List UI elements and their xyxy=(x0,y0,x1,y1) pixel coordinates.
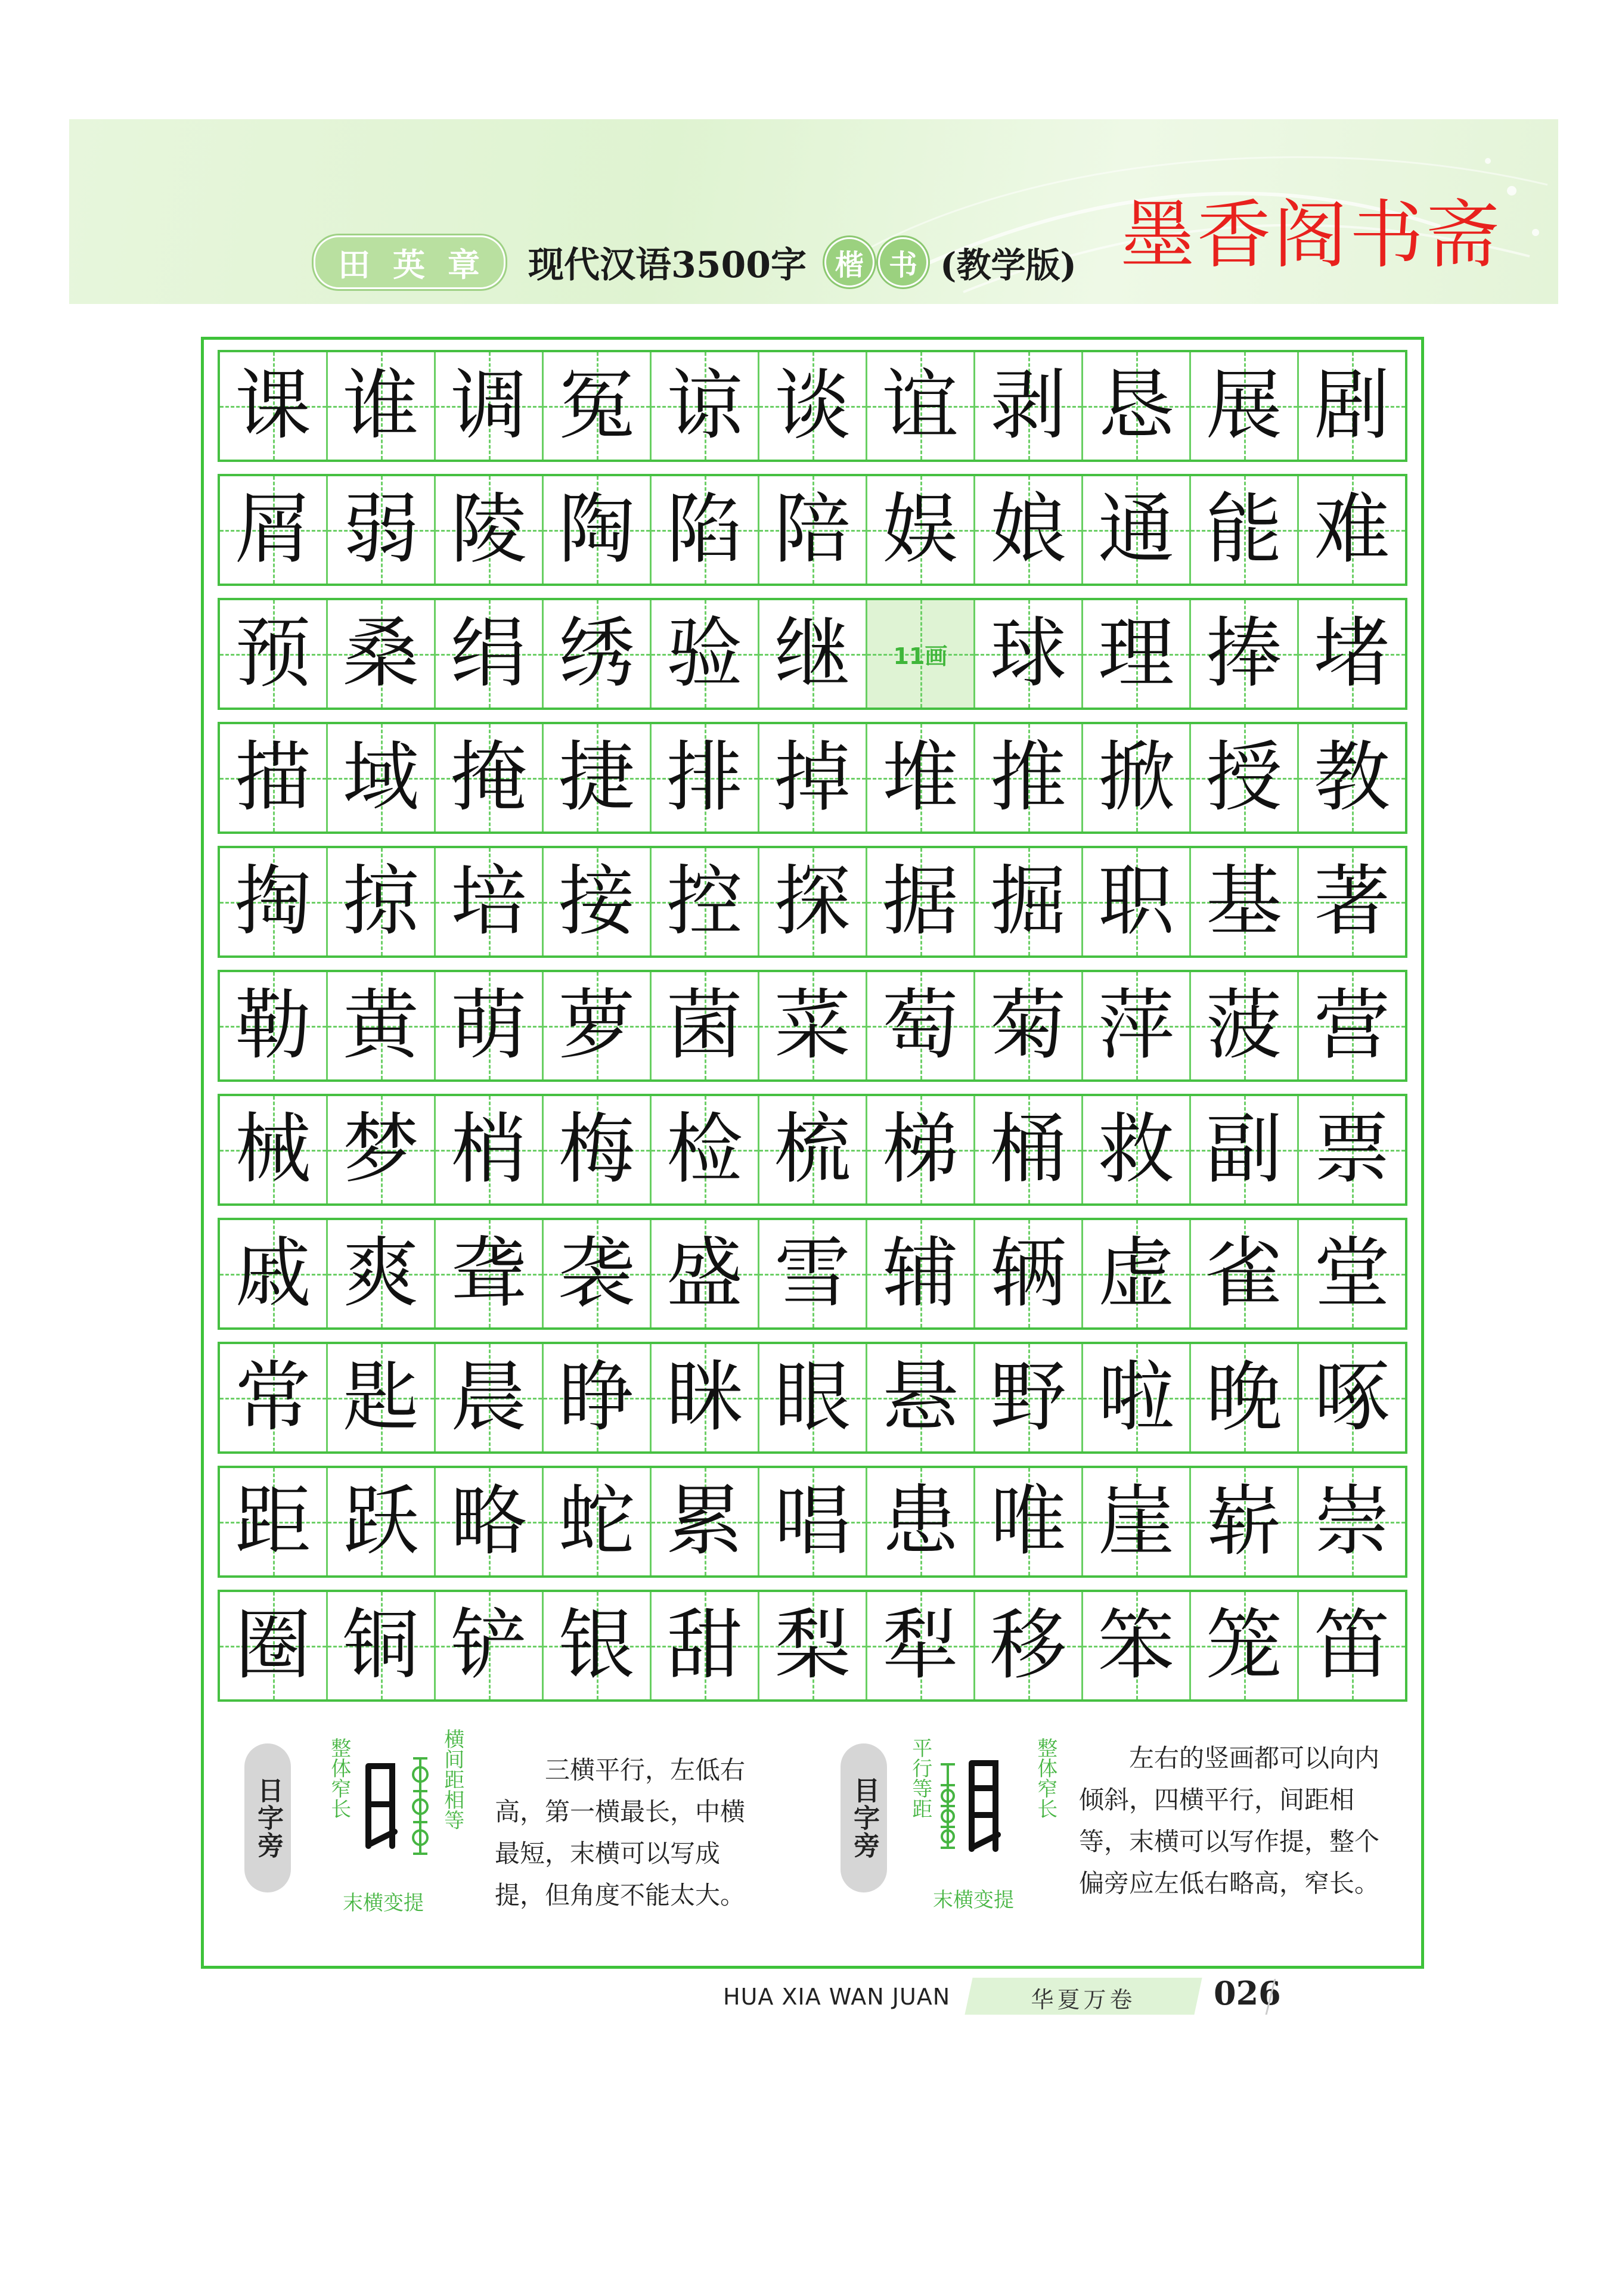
grid-cell xyxy=(867,352,975,460)
label-overall: 整体窄长 xyxy=(327,1737,351,1819)
practice-character: 桑 xyxy=(342,609,419,698)
practice-character: 悬 xyxy=(882,1353,959,1442)
label-last-stroke: 末横变提 xyxy=(933,1888,1014,1912)
practice-character: 睁 xyxy=(558,1353,635,1442)
practice-character: 营 xyxy=(1313,981,1390,1070)
practice-character: 桶 xyxy=(990,1105,1066,1194)
grid-cell xyxy=(652,1592,759,1699)
grid-cell xyxy=(220,972,328,1079)
practice-character: 掀 xyxy=(1097,733,1174,822)
practice-character: 捷 xyxy=(558,733,635,822)
grid-cell xyxy=(544,352,652,460)
grid-cell xyxy=(975,1592,1083,1699)
practice-character: 萍 xyxy=(1097,981,1174,1070)
grid-cell xyxy=(1191,724,1299,831)
practice-character: 爽 xyxy=(342,1229,419,1318)
practice-character: 梦 xyxy=(342,1105,419,1194)
grid-cell xyxy=(759,1344,867,1451)
practice-character: 唯 xyxy=(990,1477,1066,1566)
grid-cell xyxy=(1191,476,1299,584)
brand-char: 章 xyxy=(448,245,481,284)
ri-radical-icon xyxy=(364,1761,399,1851)
grid-cell xyxy=(1299,848,1405,955)
brand-line xyxy=(314,232,1077,292)
grid-cell xyxy=(652,352,759,460)
grid-cell xyxy=(328,1344,436,1451)
practice-character: 梢 xyxy=(450,1105,527,1194)
practice-character: 掠 xyxy=(342,857,419,946)
grid-cell xyxy=(436,848,544,955)
practice-character: 械 xyxy=(234,1105,311,1194)
grid-cell xyxy=(1299,1096,1405,1203)
practice-character: 调 xyxy=(450,361,527,450)
grid-row xyxy=(218,350,1407,462)
practice-character: 唱 xyxy=(774,1477,851,1566)
practice-character: 萝 xyxy=(558,981,635,1070)
practice-character: 基 xyxy=(1205,857,1282,946)
grid-cell xyxy=(544,1468,652,1575)
radical-note-ri xyxy=(244,1726,781,1928)
practice-character: 铜 xyxy=(342,1601,419,1690)
practice-character: 菜 xyxy=(774,981,851,1070)
book-title: 现代汉语3500字 xyxy=(528,244,807,286)
practice-character: 掉 xyxy=(774,733,851,822)
grid-cell xyxy=(220,1220,328,1327)
grid-cell xyxy=(1299,1592,1405,1699)
practice-character: 著 xyxy=(1313,857,1390,946)
practice-character: 辅 xyxy=(882,1229,959,1318)
practice-character: 绢 xyxy=(450,609,527,698)
practice-character: 陪 xyxy=(774,485,851,574)
grid-cell xyxy=(436,724,544,831)
grid-cell xyxy=(220,600,328,708)
practice-character: 救 xyxy=(1097,1105,1174,1194)
grid-cell xyxy=(436,1592,544,1699)
grid-cell xyxy=(652,848,759,955)
practice-character: 患 xyxy=(882,1477,959,1566)
practice-character: 剧 xyxy=(1313,361,1390,450)
grid-cell xyxy=(1083,1592,1191,1699)
practice-character: 弱 xyxy=(342,485,419,574)
practice-character: 崖 xyxy=(1097,1477,1174,1566)
practice-character: 圈 xyxy=(234,1601,311,1690)
practice-character: 梨 xyxy=(774,1601,851,1690)
practice-character: 梯 xyxy=(882,1105,959,1194)
grid-cell xyxy=(1191,1468,1299,1575)
author-brand xyxy=(314,235,505,289)
practice-character: 票 xyxy=(1313,1105,1390,1194)
grid-cell xyxy=(1083,352,1191,460)
grid-row xyxy=(218,970,1407,1082)
grid-cell xyxy=(975,972,1083,1079)
grid-cell xyxy=(867,972,975,1079)
practice-character: 跃 xyxy=(342,1477,419,1566)
practice-character: 掘 xyxy=(990,857,1066,946)
grid-cell xyxy=(436,600,544,708)
practice-character: 菊 xyxy=(990,981,1066,1070)
practice-character: 袭 xyxy=(558,1229,635,1318)
grid-row xyxy=(218,474,1407,586)
practice-character: 铲 xyxy=(450,1601,527,1690)
grid-cell xyxy=(220,848,328,955)
practice-character: 萌 xyxy=(450,981,527,1070)
grid-row xyxy=(218,722,1407,834)
grid-cell xyxy=(1299,972,1405,1079)
grid-cell xyxy=(759,1096,867,1203)
practice-character: 检 xyxy=(666,1105,743,1194)
grid-cell xyxy=(544,600,652,708)
practice-character: 野 xyxy=(990,1353,1066,1442)
label-overall: 整体窄长 xyxy=(1033,1737,1057,1819)
practice-character: 笼 xyxy=(1205,1601,1282,1690)
grid-cell xyxy=(1083,476,1191,584)
grid-cell xyxy=(652,1096,759,1203)
spacing-brace-icon xyxy=(936,1761,960,1851)
grid-cell xyxy=(759,1592,867,1699)
practice-character: 辆 xyxy=(990,1229,1066,1318)
practice-character: 通 xyxy=(1097,485,1174,574)
practice-character: 捧 xyxy=(1205,609,1282,698)
grid-cell xyxy=(328,1220,436,1327)
grid-cell xyxy=(652,476,759,584)
grid-cell xyxy=(1299,600,1405,708)
practice-character: 恳 xyxy=(1097,361,1174,450)
grid-cell xyxy=(1083,1220,1191,1327)
practice-character: 培 xyxy=(450,857,527,946)
grid-cell xyxy=(436,1468,544,1575)
grid-cell xyxy=(328,848,436,955)
page-number: 026 xyxy=(1214,1974,1281,2012)
grid-row xyxy=(218,846,1407,958)
grid-cell xyxy=(975,600,1083,708)
grid-cell xyxy=(1299,724,1405,831)
edition-label: (教学版) xyxy=(940,245,1077,286)
grid-cell xyxy=(1299,1220,1405,1327)
grid-cell xyxy=(1299,352,1405,460)
practice-character: 笨 xyxy=(1097,1601,1174,1690)
grid-cell xyxy=(759,972,867,1079)
practice-character: 眯 xyxy=(666,1353,743,1442)
label-spacing: 平行等距 xyxy=(908,1737,932,1819)
practice-character: 谅 xyxy=(666,361,743,450)
practice-character: 验 xyxy=(666,609,743,698)
practice-character: 副 xyxy=(1205,1105,1282,1194)
grid-cell xyxy=(1299,1468,1405,1575)
label-last-stroke: 末横变提 xyxy=(343,1891,424,1915)
grid-cell xyxy=(1083,600,1191,708)
grid-cell xyxy=(220,1468,328,1575)
practice-character: 晚 xyxy=(1205,1353,1282,1442)
grid-cell xyxy=(220,1592,328,1699)
grid-row xyxy=(218,1342,1407,1454)
grid-cell xyxy=(759,724,867,831)
style-badges xyxy=(824,237,928,287)
practice-character: 理 xyxy=(1097,609,1174,698)
grid-cell xyxy=(867,476,975,584)
practice-character: 排 xyxy=(666,733,743,822)
grid-cell xyxy=(220,724,328,831)
practice-character: 聋 xyxy=(450,1229,527,1318)
grid-row xyxy=(218,1094,1407,1206)
grid-cell xyxy=(328,1592,436,1699)
practice-character: 教 xyxy=(1313,733,1390,822)
note-text: 三横平行，左低右高，第一横最长，中横最短，末横可以写成提，但角度不能太大。 xyxy=(495,1755,746,1910)
practice-character: 能 xyxy=(1205,485,1282,574)
grid-cell xyxy=(975,1344,1083,1451)
grid-cell xyxy=(436,476,544,584)
label-spacing: 横间距相等 xyxy=(440,1729,464,1830)
practice-character: 谁 xyxy=(342,361,419,450)
grid-cell xyxy=(867,724,975,831)
practice-character: 谊 xyxy=(882,361,959,450)
grid-row xyxy=(218,1218,1407,1330)
grid-cell xyxy=(544,1344,652,1451)
grid-cell xyxy=(652,1344,759,1451)
grid-cell xyxy=(328,724,436,831)
grid-cell xyxy=(1083,848,1191,955)
practice-character: 陵 xyxy=(450,485,527,574)
grid-cell xyxy=(867,1468,975,1575)
series-name-cn: 华夏万卷 xyxy=(1031,1986,1136,2013)
grid-cell xyxy=(544,1592,652,1699)
practice-character: 匙 xyxy=(342,1353,419,1442)
practice-character: 雪 xyxy=(774,1229,851,1318)
grid-cell xyxy=(1083,972,1191,1079)
practice-character: 陷 xyxy=(666,485,743,574)
grid-cell xyxy=(652,724,759,831)
grid-cell xyxy=(328,1468,436,1575)
grid-cell xyxy=(1191,600,1299,708)
grid-cell xyxy=(1299,476,1405,584)
practice-panel xyxy=(201,337,1424,1969)
practice-character: 屑 xyxy=(234,485,311,574)
grid-cell xyxy=(652,972,759,1079)
practice-character: 甜 xyxy=(666,1601,743,1690)
practice-character: 笛 xyxy=(1313,1601,1390,1690)
grid-cell xyxy=(975,724,1083,831)
style-badge: 楷 xyxy=(824,237,874,287)
grid-cell xyxy=(867,1344,975,1451)
grid-cell xyxy=(544,848,652,955)
grid-cell xyxy=(1191,1220,1299,1327)
style-badge: 书 xyxy=(878,237,928,287)
grid-cell xyxy=(1191,848,1299,955)
practice-character: 堂 xyxy=(1313,1229,1390,1318)
practice-character: 绣 xyxy=(558,609,635,698)
grid-cell xyxy=(328,600,436,708)
grid-cell xyxy=(544,1096,652,1203)
brand-char: 田 xyxy=(338,245,371,284)
practice-character: 堵 xyxy=(1313,609,1390,698)
series-name-en: HUA XIA WAN JUAN xyxy=(723,1984,951,2010)
grid-cell xyxy=(1191,1096,1299,1203)
grid-cell xyxy=(867,848,975,955)
grid-cell xyxy=(759,600,867,708)
grid-cell xyxy=(436,1220,544,1327)
practice-character: 银 xyxy=(558,1601,635,1690)
grid-cell xyxy=(544,972,652,1079)
radical-note-mu xyxy=(841,1726,1407,1928)
practice-character: 略 xyxy=(450,1477,527,1566)
practice-character: 梅 xyxy=(558,1105,635,1194)
grid-row xyxy=(218,598,1407,710)
mu-radical-icon xyxy=(967,1758,1003,1854)
grid-cell xyxy=(436,352,544,460)
grid-cell xyxy=(975,352,1083,460)
grid-cell xyxy=(544,476,652,584)
watermark: 墨香阁书斋 xyxy=(1121,193,1503,278)
practice-character: 授 xyxy=(1205,733,1282,822)
practice-character: 接 xyxy=(558,857,635,946)
grid-cell xyxy=(1191,1344,1299,1451)
stroke-count-label: 11画 xyxy=(893,643,948,669)
practice-character: 常 xyxy=(234,1353,311,1442)
grid-cell xyxy=(975,1096,1083,1203)
practice-character: 啦 xyxy=(1097,1353,1174,1442)
grid-cell xyxy=(328,1096,436,1203)
grid-cell xyxy=(436,1344,544,1451)
practice-character: 域 xyxy=(342,733,419,822)
grid-cell xyxy=(975,1220,1083,1327)
note-text: 左右的竖画都可以向内倾斜，四横平行，间距相等，末横可以写作提，整个偏旁应左低右略高，窄长。 xyxy=(1079,1743,1380,1898)
grid-cell xyxy=(220,1344,328,1451)
grid-cell xyxy=(436,1096,544,1203)
practice-character: 谈 xyxy=(774,361,851,450)
practice-character: 犁 xyxy=(882,1601,959,1690)
radical-name: 目字旁 xyxy=(841,1743,887,1892)
practice-character: 探 xyxy=(774,857,851,946)
practice-character: 晨 xyxy=(450,1353,527,1442)
grid-cell xyxy=(1299,1344,1405,1451)
practice-character: 蛇 xyxy=(558,1477,635,1566)
practice-character: 娘 xyxy=(990,485,1066,574)
grid-cell xyxy=(1083,1096,1191,1203)
practice-character: 虚 xyxy=(1097,1229,1174,1318)
grid-cell xyxy=(975,848,1083,955)
practice-character: 陶 xyxy=(558,485,635,574)
grid-cell xyxy=(652,1468,759,1575)
practice-character: 描 xyxy=(234,733,311,822)
grid-cell xyxy=(544,724,652,831)
practice-character: 萄 xyxy=(882,981,959,1070)
practice-character: 距 xyxy=(234,1477,311,1566)
grid-cell xyxy=(328,476,436,584)
grid-cell xyxy=(1191,352,1299,460)
grid-cell xyxy=(328,352,436,460)
grid-cell xyxy=(867,1096,975,1203)
grid-cell xyxy=(975,476,1083,584)
practice-character: 控 xyxy=(666,857,743,946)
practice-character: 黄 xyxy=(342,981,419,1070)
grid-cell xyxy=(652,1220,759,1327)
practice-character: 据 xyxy=(882,857,959,946)
practice-character: 移 xyxy=(990,1601,1066,1690)
grid-cell xyxy=(1191,1592,1299,1699)
grid-cell xyxy=(1083,1344,1191,1451)
practice-character: 啄 xyxy=(1313,1353,1390,1442)
practice-character: 职 xyxy=(1097,857,1174,946)
radical-name: 日字旁 xyxy=(244,1743,291,1892)
practice-character: 崇 xyxy=(1313,1477,1390,1566)
grid-cell xyxy=(759,476,867,584)
grid-cell xyxy=(652,600,759,708)
practice-character: 勒 xyxy=(234,981,311,1070)
grid-row xyxy=(218,1466,1407,1578)
spacing-brace-icon xyxy=(408,1755,432,1857)
practice-character: 累 xyxy=(666,1477,743,1566)
practice-character: 预 xyxy=(234,609,311,698)
practice-character: 课 xyxy=(234,361,311,450)
practice-character: 戚 xyxy=(234,1229,311,1318)
practice-character: 继 xyxy=(774,609,851,698)
practice-character: 球 xyxy=(990,609,1066,698)
grid-cell xyxy=(220,352,328,460)
practice-character: 菠 xyxy=(1205,981,1282,1070)
stroke-count-marker xyxy=(867,600,975,708)
grid-cell xyxy=(975,1468,1083,1575)
grid-cell xyxy=(759,1220,867,1327)
grid-cell xyxy=(759,352,867,460)
practice-character: 盛 xyxy=(666,1229,743,1318)
practice-character: 梳 xyxy=(774,1105,851,1194)
practice-character: 掏 xyxy=(234,857,311,946)
practice-character: 冤 xyxy=(558,361,635,450)
grid-cell xyxy=(436,972,544,1079)
grid-cell xyxy=(759,1468,867,1575)
brand-char: 英 xyxy=(393,245,426,284)
grid-cell xyxy=(220,1096,328,1203)
practice-character: 菌 xyxy=(666,981,743,1070)
practice-character: 堆 xyxy=(882,733,959,822)
practice-character: 剥 xyxy=(990,361,1066,450)
practice-character: 眼 xyxy=(774,1353,851,1442)
practice-character: 展 xyxy=(1205,361,1282,450)
grid-cell xyxy=(759,848,867,955)
practice-character: 雀 xyxy=(1205,1229,1282,1318)
practice-character: 掩 xyxy=(450,733,527,822)
grid-cell xyxy=(1083,724,1191,831)
practice-character: 推 xyxy=(990,733,1066,822)
grid-cell xyxy=(220,476,328,584)
practice-character: 崭 xyxy=(1205,1477,1282,1566)
grid-row xyxy=(218,1590,1407,1702)
practice-character: 娱 xyxy=(882,485,959,574)
grid-cell xyxy=(867,1220,975,1327)
practice-character: 难 xyxy=(1313,485,1390,574)
grid-cell xyxy=(328,972,436,1079)
grid-cell xyxy=(1191,972,1299,1079)
grid-cell xyxy=(544,1220,652,1327)
grid-cell xyxy=(867,1592,975,1699)
grid-cell xyxy=(1083,1468,1191,1575)
